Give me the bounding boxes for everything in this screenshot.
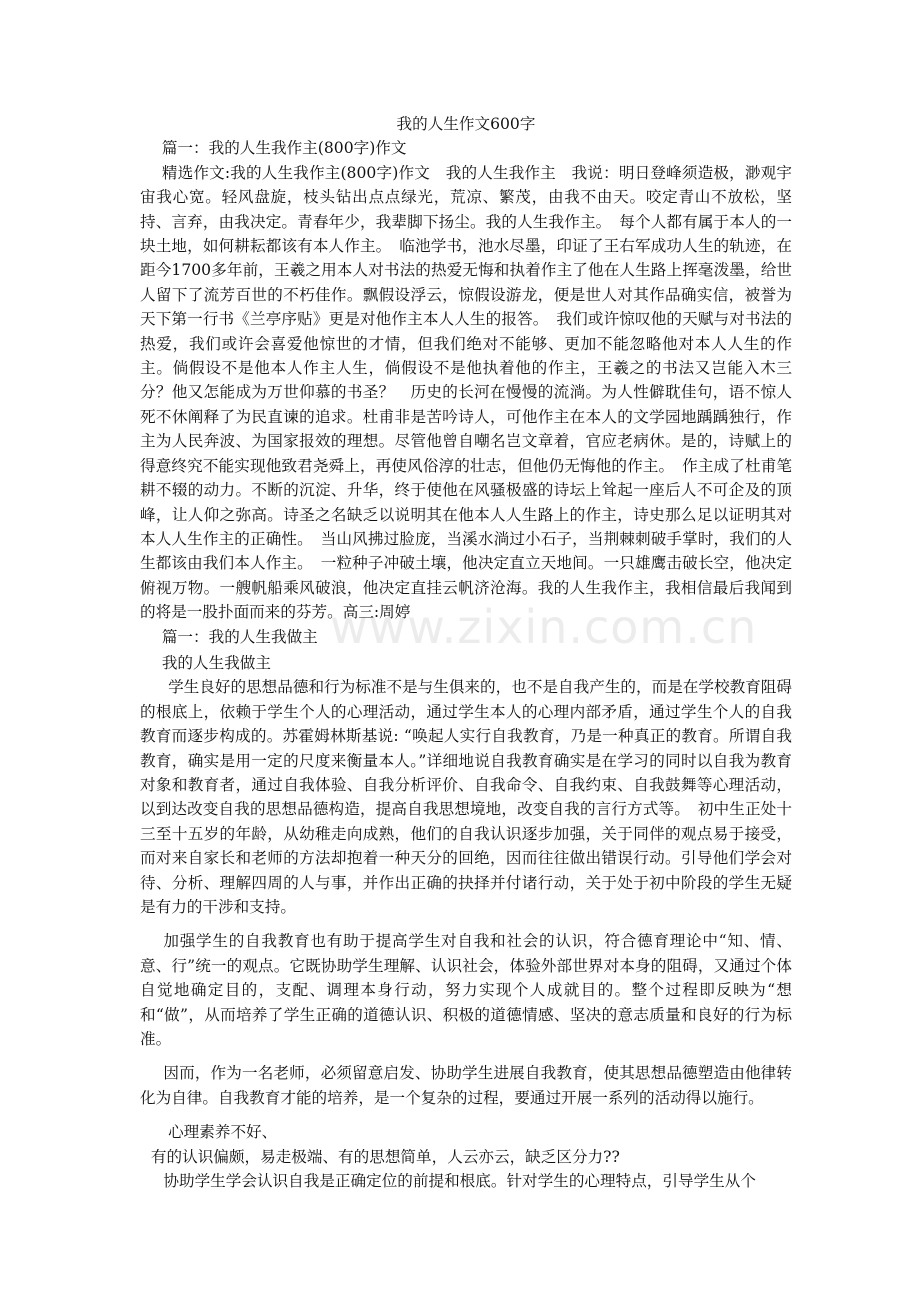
body-paragraph-1: 学生良好的思想品德和行为标准不是与生俱来的，也不是自我产生的，而是在学校教育阻碍的根底上，依赖于学生个人的心理活动，通过学生本人的心理内部矛盾，通过学生个人的自我教育而逐步构成的。苏霍姆林斯基说: “唤起人实行自我教育，乃是一种真正的教育。所谓自我教育，确实是用一定的尺度来衡量本人。”详细地说自我教育确实是在学习的同时以自我为教育对象和教育者，通过自我体验、自我分析评价、自我命令、自我约束、自我鼓舞等心理活动，以到达改变自我的思想品德构造，提高自我思想境地，改变自我的言行方式等。 初中生正处十三至十五岁的年龄，从幼稚走向成熟，他们的自我认识逐步加强，关于同伴的观点易于接受，而对来自家长和老师的方法却抱着一种天分的回绝，因而往往做出错误行动。引导他们学会对待、分析、理解四周的人与事，并作出正确的抉择并付诸行动，关于处于初中阶段的学生无疑是有力的干涉和支持。 <box>140 678 792 916</box>
line-cognition: 有的认识偏颇，易走极端、有的思想简单，人云亦云，缺乏区分力?? <box>150 1147 620 1166</box>
body-paragraph-3: 因而，作为一名老师，必须留意启发、协助学生进展自我教育，使其思想品德塑造由他律转化为自律。自我教育才能的培养，是一个复杂的过程，要通过开展一系列的活动得以施行。 <box>140 1064 792 1107</box>
section1-body: 精选作文:我的人生我作主(800字)作文 我的人生我作主 我说：明日登峰须造极，渺观宇宙我心宽。轻风盘旋，枝头钻出点点绿光，荒凉、繁茂，由我不由天。咬定青山不放松，坚持、言弃，由我决定。青春年少，我辈脚下扬尘。我的人生我作主。 每个人都有属于本人的一块土地，如何耕耘都该有本人作主。 临池学书，池水尽墨，印证了王右军成功人生的轨迹，在距今1700多年前，王羲之用本人对书法的热爱无悔和执着作主了他在人生路上挥毫泼墨，给世人留下了流芳百世的不朽佳作。飘假设浮云，惊假设游龙，便是世人对其作品确实信，被誉为天下第一行书《兰亭序贴》更是对他作主本人人生的报答。 我们或许惊叹他的天赋与对书法的热爱，我们或许会喜爱他惊世的才情，但我们绝对不能够、更加不能忽略他对本人人生的作主。倘假设不是他本人作主人生，倘假设不是他执着他的作主，王羲之的书法又岂能入木三分？他又怎能成为万世仰慕的书圣？ 历史的长河在慢慢的流淌。为人性僻耽佳句，语不惊人死不休阐释了为民直谏的追求。杜甫非是苦吟诗人，可他作主在本人的文学园地踽踽独行，作主为人民奔波、为国家报效的理想。尽管他曾自嘲名岂文章着，官应老病休。是的，诗赋上的得意终究不能实现他致君尧舜上，再使风俗淳的壮志，但他仍无悔他的作主。 作主成了杜甫笔耕不辍的动力。不断的沉淀、升华，终于使他在风骚极盛的诗坛上耸起一座后人不可企及的顶峰，让人仰之弥高。诗圣之名缺乏以说明其在他本人人生路上的作主，诗史那么足以证明其对本人人生作主的正确性。 当山风拂过脸庞，当溪水淌过小石子，当荆棘刺破手掌时，我们的人生都该由我们本人作主。 一粒种子冲破土壤，他决定直立天地间。一只雄鹰击破长空，他决定俯视万物。一艘帆船乘风破浪，他决定直挂云帆济沧海。我的人生我作主，我相信最后我闻到的将是一股扑面而来的芬芳。高三:周婷 <box>140 163 792 622</box>
section2-subheading: 我的人生我做主 <box>161 653 271 672</box>
document-title: 我的人生作文600字 <box>396 115 536 133</box>
line-psych: 心理素养不好、 <box>168 1123 278 1142</box>
section1-heading: 篇一：我的人生我作主(800字)作文 <box>161 139 407 158</box>
body-paragraph-2: 加强学生的自我教育也有助于提高学生对自我和社会的认识，符合德育理论中“知、情、意、行”统一的观点。它既协助学生理解、认识社会，体验外部世界对本身的阻碍，又通过个体自觉地确定目的，支配、调理本身行动，努力实现个人成就目的。整个过程即反映为“想和“做”，从而培养了学生正确的道德认识、积极的道德情感、坚决的意志质量和良好的行为标准。 <box>140 932 792 1049</box>
line-guidance: 协助学生学会认识自我是正确定位的前提和根底。针对学生的心理特点，引导学生从个 <box>163 1172 756 1191</box>
document-page <box>140 112 792 1193</box>
section2-heading: 篇一：我的人生我做主 <box>161 627 318 646</box>
watermark: www.zixin.com.cn <box>330 600 758 654</box>
